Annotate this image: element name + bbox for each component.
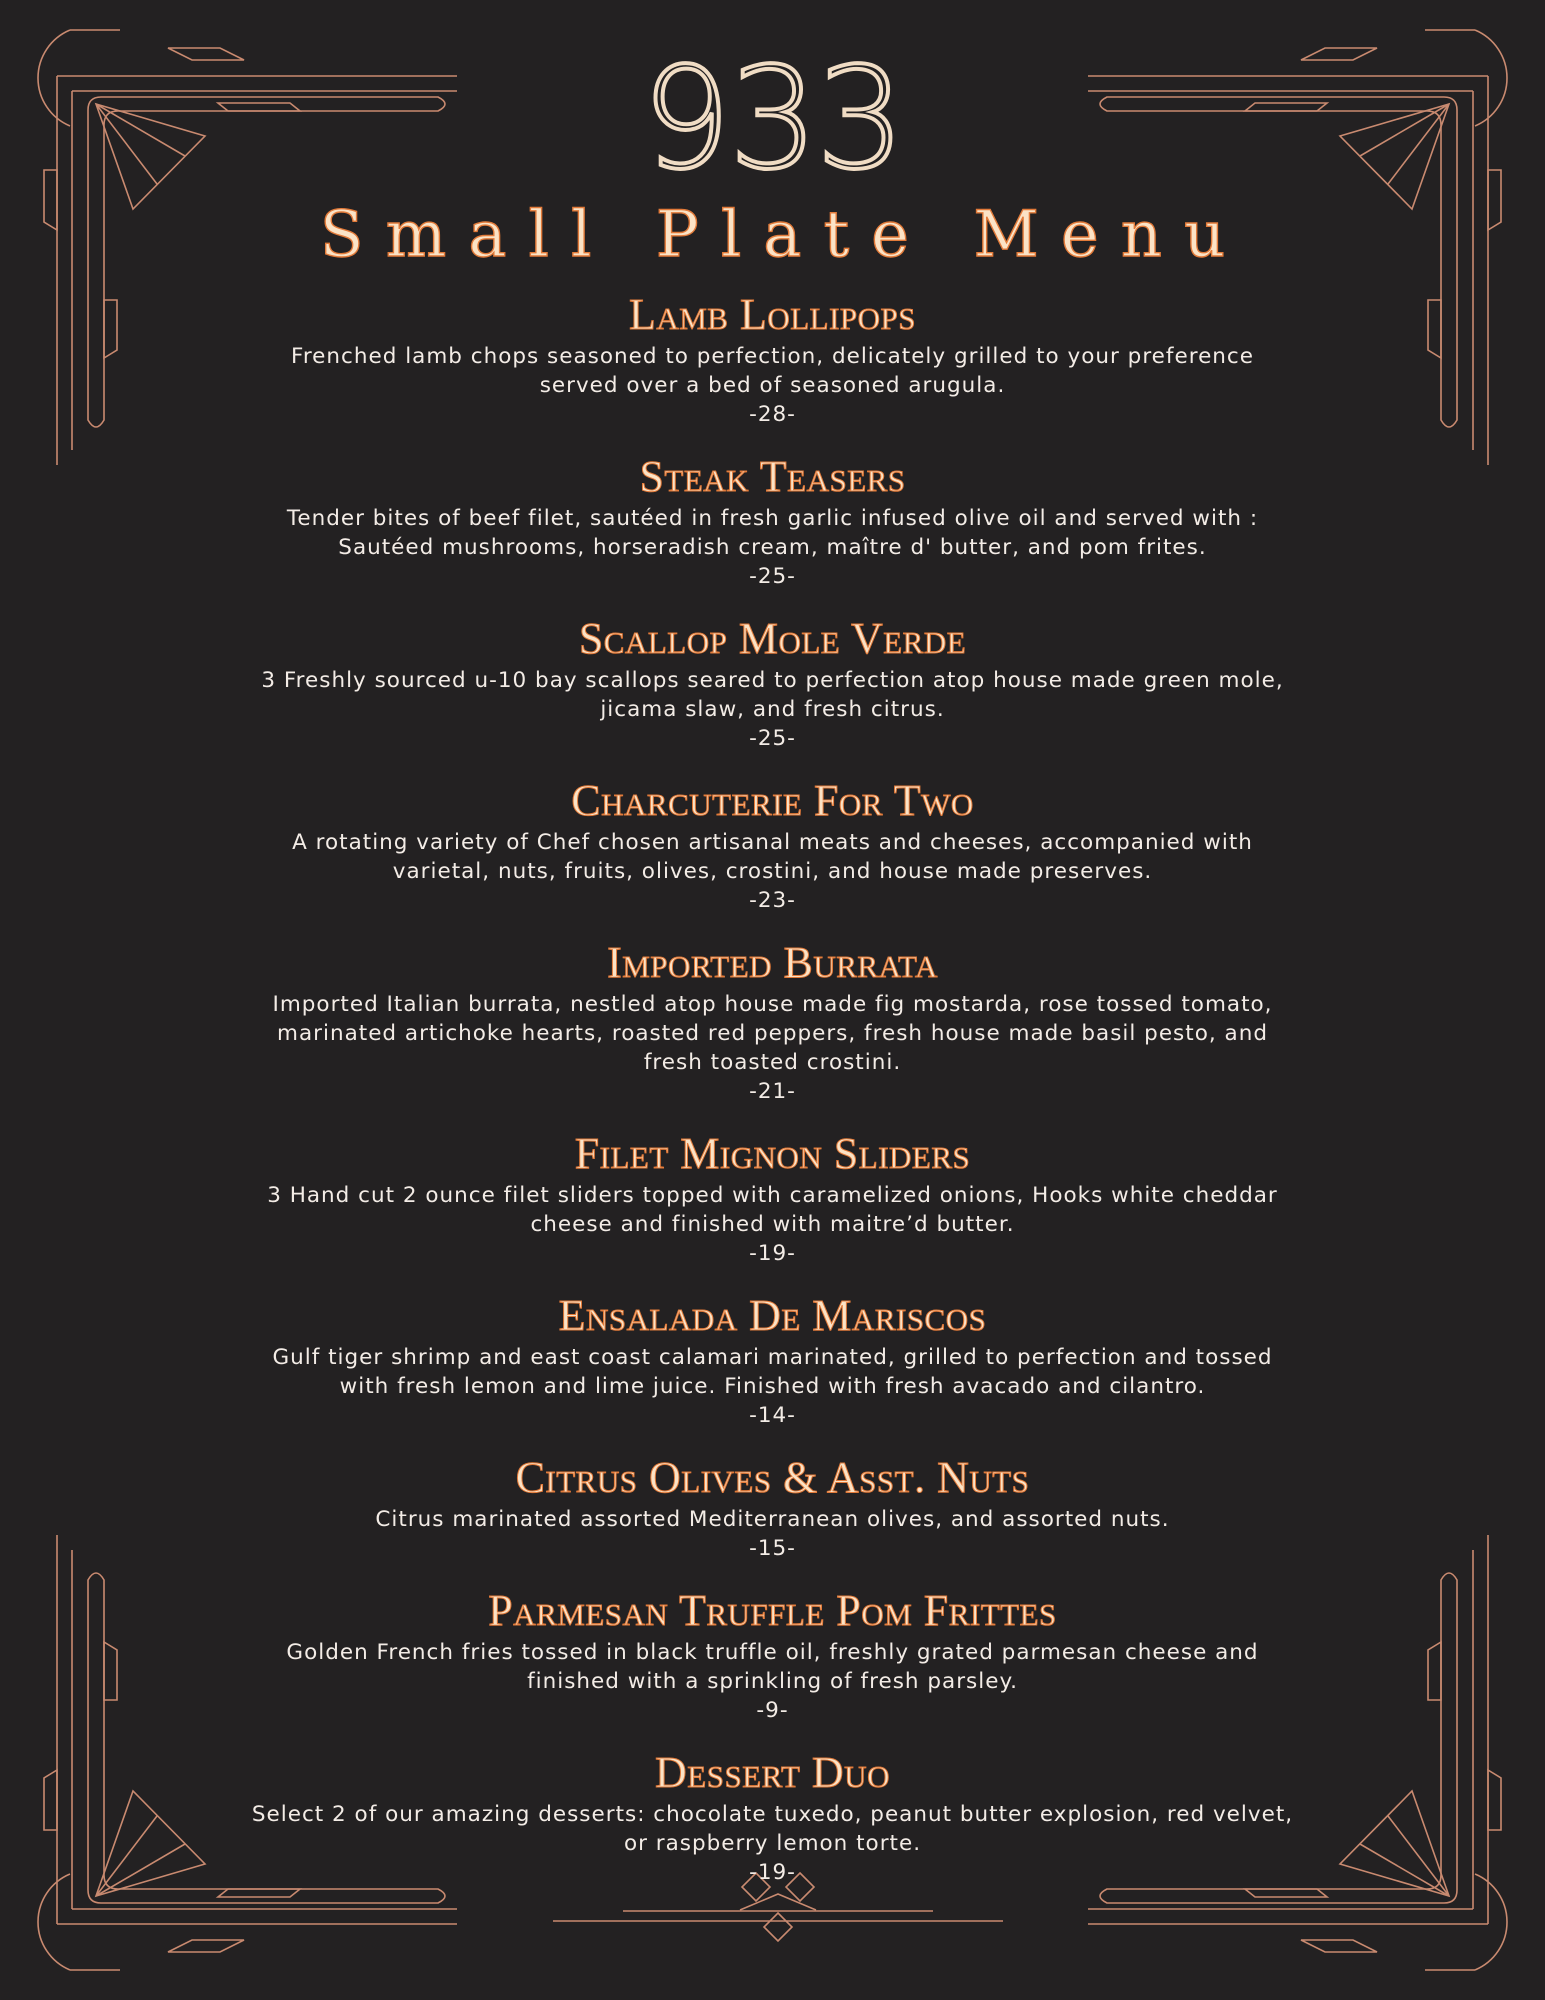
item-name: Imported Burrata	[607, 938, 938, 987]
item-description-line: 3 Freshly sourced u-10 bay scallops seared to perfection atop house made green mole,	[261, 668, 1284, 693]
item-description-line: fresh toasted crostini.	[643, 1050, 902, 1075]
menu-item	[200, 452, 1345, 591]
item-description	[200, 1343, 1345, 1401]
item-price: -14-	[749, 1403, 796, 1428]
item-description-line: A rotating variety of Chef chosen artisanal meats and cheeses, accompanied with	[292, 830, 1253, 855]
item-price: -19-	[749, 1860, 796, 1885]
item-description-line: or raspberry lemon torte.	[623, 1831, 922, 1856]
item-description-line: Sautéed mushrooms, horseradish cream, maître d' butter, and pom frites.	[338, 535, 1207, 560]
item-description	[200, 1181, 1345, 1239]
item-description	[200, 1638, 1345, 1696]
item-price: -15-	[749, 1536, 796, 1561]
item-description	[200, 990, 1345, 1077]
item-description-line: Golden French fries tossed in black truffle oil, freshly grated parmesan cheese and	[286, 1640, 1259, 1665]
item-description-line: served over a bed of seasoned arugula.	[539, 373, 1006, 398]
item-description	[200, 504, 1345, 562]
item-description-line: Imported Italian burrata, nestled atop house made fig mostarda, rose tossed tomato,	[272, 992, 1273, 1017]
item-name: Citrus Olives & Asst. Nuts	[515, 1453, 1030, 1502]
item-price: -28-	[749, 402, 796, 427]
item-description	[200, 342, 1345, 400]
item-price: -21-	[749, 1079, 796, 1104]
menu-item	[200, 614, 1345, 753]
menu-title: Small Plate Menu	[319, 198, 1248, 272]
item-description-line: Gulf tiger shrimp and east coast calamari marinated, grilled to perfection and tossed	[272, 1345, 1273, 1370]
menu-items	[200, 290, 1345, 1910]
item-description	[200, 666, 1345, 724]
item-name: Parmesan Truffle Pom Frittes	[488, 1586, 1057, 1635]
item-description	[200, 1505, 1345, 1534]
item-price: -23-	[749, 888, 796, 913]
item-name: Steak Teasers	[639, 452, 906, 501]
menu-item	[200, 1291, 1345, 1430]
item-name: Lamb Lollipops	[628, 290, 917, 339]
item-description	[200, 828, 1345, 886]
item-description-line: marinated artichoke hearts, roasted red peppers, fresh house made basil pesto, and	[277, 1021, 1268, 1046]
item-name: Filet Mignon Sliders	[574, 1129, 971, 1178]
menu-item	[200, 1129, 1345, 1268]
item-name: Charcuterie For Two	[571, 776, 974, 825]
item-description-line: Citrus marinated assorted Mediterranean olives, and assorted nuts.	[375, 1507, 1170, 1532]
menu-item	[200, 290, 1345, 429]
menu-item	[200, 776, 1345, 915]
restaurant-logo: 933	[641, 38, 904, 201]
item-description-line: jicama slaw, and fresh citrus.	[600, 697, 945, 722]
item-price: -25-	[749, 564, 796, 589]
item-description-line: Frenched lamb chops seasoned to perfection, delicately grilled to your preference	[291, 344, 1254, 369]
item-description	[200, 1800, 1345, 1858]
item-description-line: Tender bites of beef filet, sautéed in fresh garlic infused olive oil and served with :	[286, 506, 1259, 531]
item-price: -25-	[749, 726, 796, 751]
item-price: -19-	[749, 1241, 796, 1266]
menu-item	[200, 1453, 1345, 1563]
item-description-line: with fresh lemon and lime juice. Finished with fresh avacado and cilantro.	[339, 1374, 1206, 1399]
menu-item	[200, 1748, 1345, 1887]
menu-item	[200, 1586, 1345, 1725]
menu-item	[200, 938, 1345, 1106]
item-price: -9-	[756, 1698, 789, 1723]
item-name: Scallop Mole Verde	[578, 614, 967, 663]
item-name: Dessert Duo	[655, 1748, 890, 1797]
item-description-line: varietal, nuts, fruits, olives, crostini, and house made preserves.	[392, 859, 1153, 884]
item-description-line: cheese and finished with maitre’d butter.	[530, 1212, 1015, 1237]
item-description-line: 3 Hand cut 2 ounce filet sliders topped with caramelized onions, Hooks white cheddar	[267, 1183, 1278, 1208]
item-description-line: Select 2 of our amazing desserts: chocolate tuxedo, peanut butter explosion, red velvet,	[251, 1802, 1294, 1827]
item-description-line: finished with a sprinkling of fresh parsley.	[527, 1669, 1018, 1694]
item-name: Ensalada De Mariscos	[558, 1291, 987, 1340]
